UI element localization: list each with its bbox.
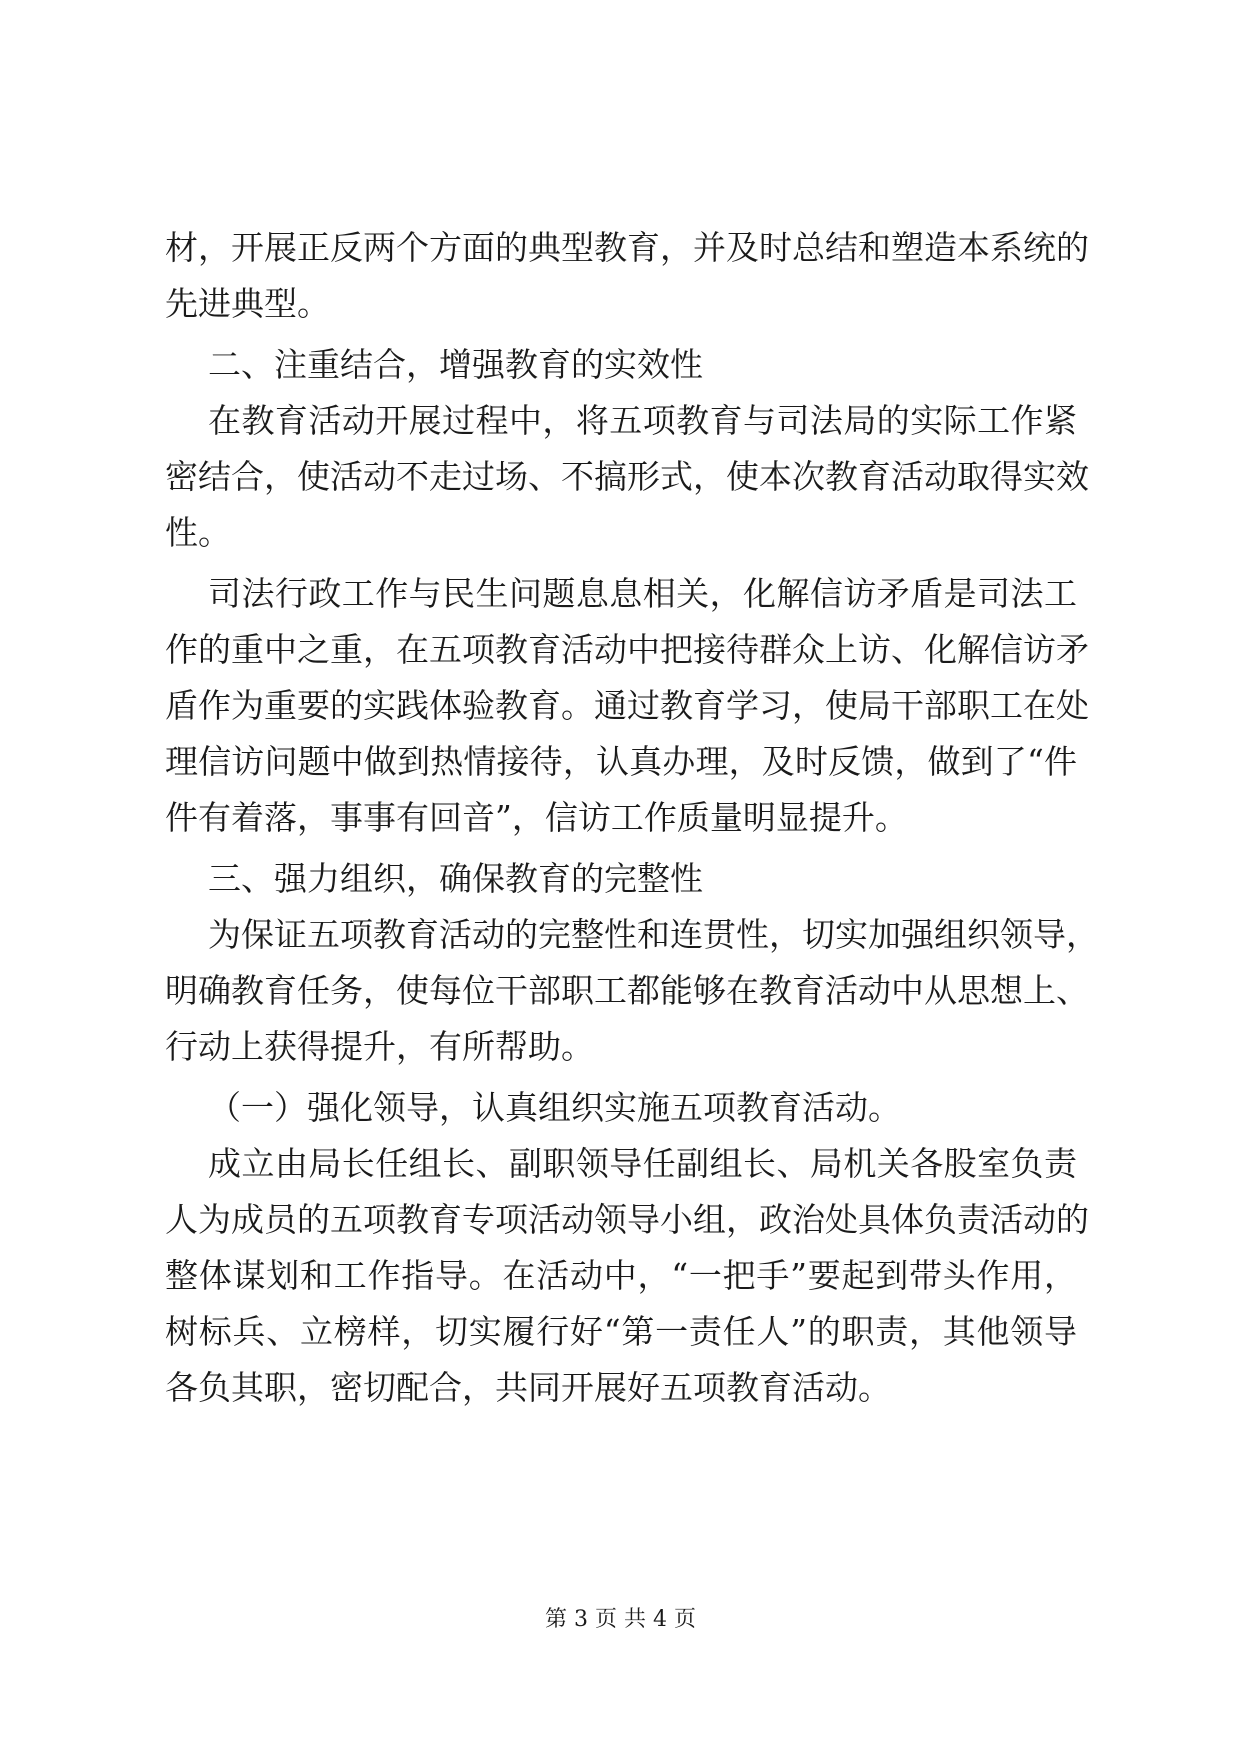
text-line: 盾作为重要的实践体验教育。通过教育学习，使局干部职工在处 [165, 686, 1089, 725]
text-line: 在教育活动开展过程中，将五项教育与司法局的实际工作紧 [208, 401, 1077, 440]
text-line: 成立由局长任组长、副职领导任副组长、局机关各股室负责 [208, 1144, 1077, 1183]
text-line: 理信访问题中做到热情接待，认真办理，及时反馈，做到了“件 [165, 742, 1077, 781]
text-line: 件有着落，事事有回音”，信访工作质量明显提升。 [165, 798, 908, 837]
text-line: 人为成员的五项教育专项活动领导小组，政治处具体负责活动的 [165, 1200, 1089, 1239]
text-line: 树标兵、立榜样，切实履行好“第一责任人”的职责，其他领导 [165, 1312, 1077, 1351]
text-line: 行动上获得提升，有所帮助。 [165, 1027, 594, 1066]
subsection-heading: （一）强化领导，认真组织实施五项教育活动。 [208, 1088, 901, 1127]
text-line: 密结合，使活动不走过场、不搞形式，使本次教育活动取得实效 [165, 457, 1089, 496]
text-line: 明确教育任务，使每位干部职工都能够在教育活动中从思想上、 [165, 971, 1089, 1010]
text-line: 性。 [165, 513, 231, 552]
page-footer: 第 3 页 共 4 页 [545, 1607, 696, 1632]
text-line: 整体谋划和工作指导。在活动中，“一把手”要起到带头作用， [165, 1256, 1077, 1295]
text-line: 先进典型。 [165, 284, 330, 323]
section-heading: 二、注重结合，增强教育的实效性 [208, 345, 703, 384]
text-line: 材，开展正反两个方面的典型教育，并及时总结和塑造本系统的 [165, 228, 1089, 267]
text-line: 司法行政工作与民生问题息息相关，化解信访矛盾是司法工 [208, 574, 1077, 613]
text-line: 各负其职，密切配合，共同开展好五项教育活动。 [165, 1368, 891, 1407]
section-heading: 三、强力组织，确保教育的完整性 [208, 859, 703, 898]
text-line: 为保证五项教育活动的完整性和连贯性，切实加强组织领导， [208, 915, 1099, 954]
text-line: 作的重中之重，在五项教育活动中把接待群众上访、化解信访矛 [165, 630, 1089, 669]
